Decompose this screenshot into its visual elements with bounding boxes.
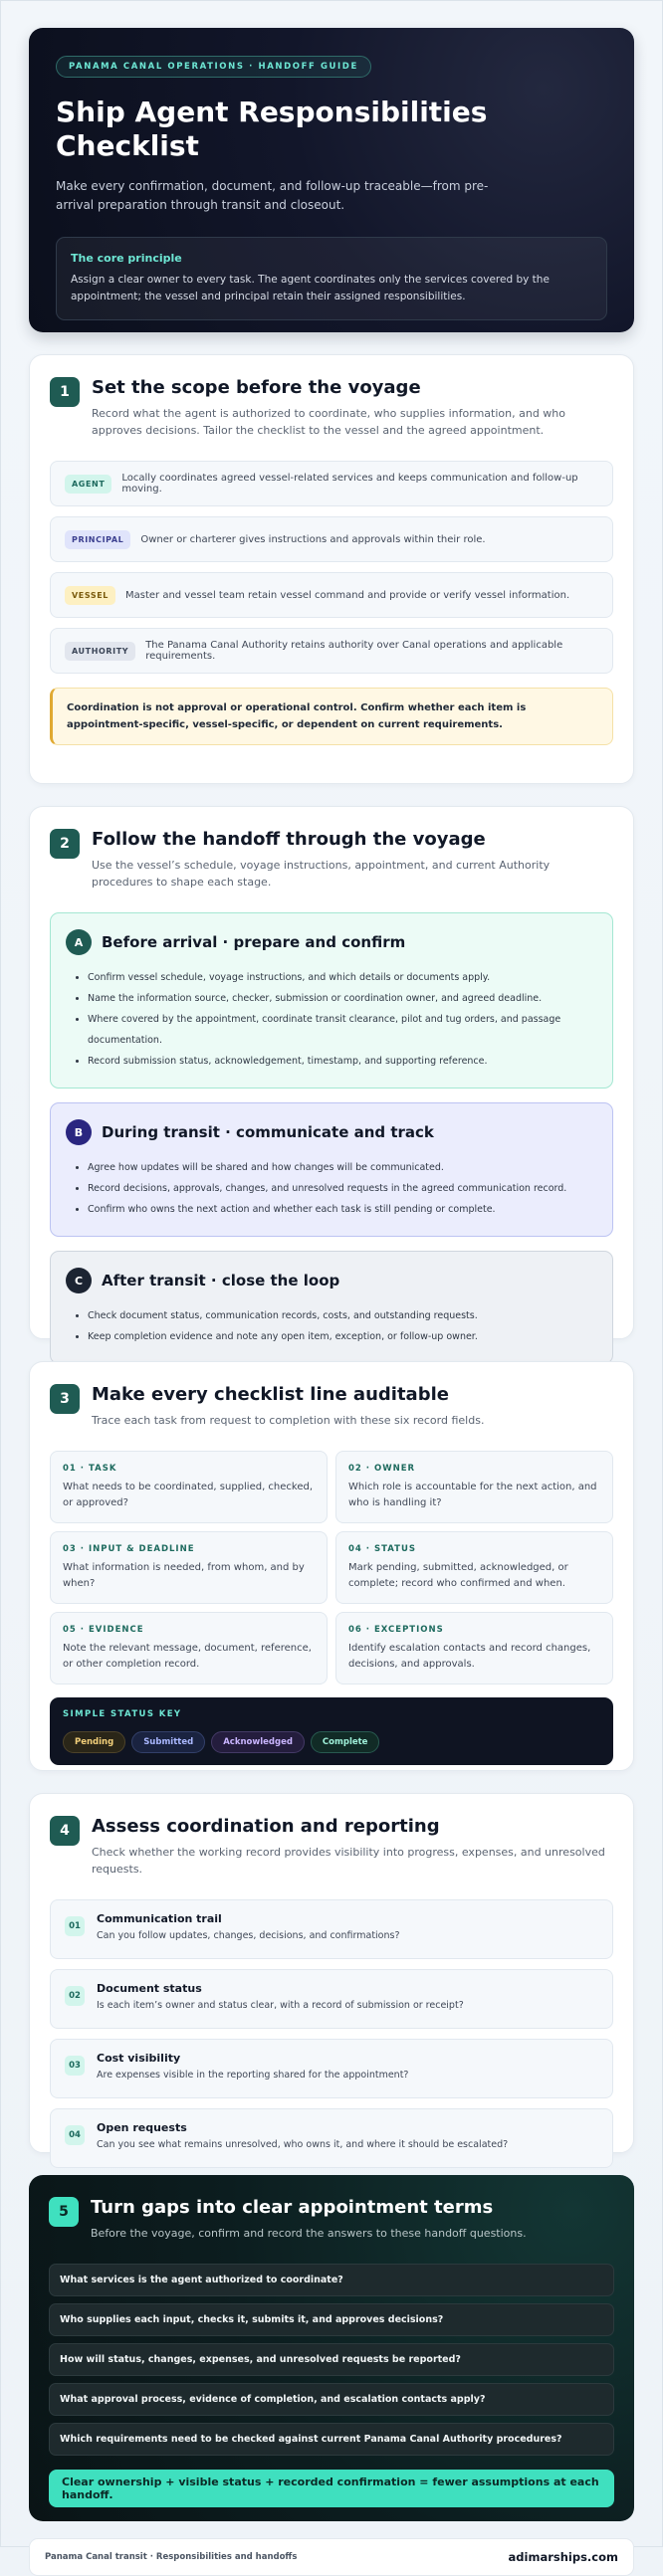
item-text: Are expenses visible in the reporting shared for the appointment?	[97, 2070, 409, 2081]
record-field-evidence	[50, 1612, 328, 1684]
role-text: Owner or charterer gives instructions and approvals within their role.	[140, 533, 486, 545]
section-description: Trace each task from request to completion with these six record fields.	[92, 1414, 485, 1427]
list-item: • Agree how updates will be shared and how changes will be communicated.	[88, 1157, 597, 1178]
role-row-vessel	[50, 572, 613, 618]
record-field-exceptions	[335, 1612, 613, 1684]
stage-items	[66, 1157, 597, 1220]
stage-title: After transit · close the loop	[102, 1272, 340, 1289]
list-item: • Confirm who owns the next action and whether each task is still pending or complete.	[88, 1199, 597, 1220]
list-item: • Name the information source, checker, submission or coordination owner, and agreed deadline.	[88, 988, 597, 1009]
section-description: Check whether the working record provides visibility into progress, expenses, and unresolved requests.	[92, 1846, 605, 1876]
field-label: 06 · EXCEPTIONS	[348, 1625, 444, 1635]
role-badge: AGENT	[65, 475, 111, 494]
page-title: Ship Agent Responsibilities Checklist	[56, 96, 488, 162]
question-item: How will status, changes, expenses, and unresolved requests be reported?	[49, 2343, 614, 2376]
item-title: Communication trail	[97, 1912, 222, 1925]
role-text: Locally coordinates agreed vessel-related services and keeps communication and follow-up moving.	[121, 473, 578, 495]
item-number: 01	[65, 1916, 85, 1936]
warning-note: Coordination is not approval or operational control. Confirm whether each item is appointment-specific, vessel-specific, or dependent on current requirements.	[50, 688, 613, 745]
stage-during-transit	[50, 1102, 613, 1237]
section-title: Assess coordination and reporting	[92, 1816, 440, 1837]
item-text: Can you follow updates, changes, decisions, and confirmations?	[97, 1930, 400, 1941]
stage-letter: C	[66, 1268, 92, 1293]
section-description: Record what the agent is authorized to coordinate, who supplies information, and who approves decisions. Tailor the checklist to the vessel and the agreed appointment.	[92, 407, 565, 437]
footer-caption: Panama Canal transit · Responsibilities and handoffs	[45, 2552, 298, 2562]
field-label: 03 · INPUT & DEADLINE	[63, 1544, 195, 1554]
stage-after-transit	[50, 1251, 613, 1364]
summary-banner: Clear ownership + visible status + recorded confirmation = fewer assumptions at each handoff.	[49, 2470, 614, 2507]
stage-letter: B	[66, 1119, 92, 1145]
role-row-authority	[50, 628, 613, 674]
status-key-title: SIMPLE STATUS KEY	[63, 1709, 182, 1719]
field-label: 02 · OWNER	[348, 1464, 416, 1474]
role-row-principal	[50, 516, 613, 562]
section-appointment-terms	[29, 2175, 634, 2521]
hero-tag: PANAMA CANAL OPERATIONS · HANDOFF GUIDE	[56, 56, 371, 78]
section-assess	[29, 1793, 634, 2153]
section-number: 3	[50, 1384, 80, 1414]
question-item: What services is the agent authorized to coordinate?	[49, 2264, 614, 2296]
field-text: What information is needed, from whom, and by when?	[63, 1562, 305, 1589]
section-title: Turn gaps into clear appointment terms	[91, 2197, 494, 2218]
section-description: Use the vessel’s schedule, voyage instructions, appointment, and current Authority procedures to shape each stage.	[92, 859, 551, 889]
list-item: • Where covered by the appointment, coordinate transit clearance, pilot and tug orders, and passage documentation.	[88, 1009, 597, 1051]
status-badge-complete: Complete	[311, 1731, 380, 1753]
list-item: • Record decisions, approvals, changes, and unresolved requests in the agreed communication record.	[88, 1178, 597, 1199]
list-item: • Check document status, communication records, costs, and outstanding requests.	[88, 1305, 597, 1326]
section-number: 2	[50, 829, 80, 859]
assessment-item	[50, 2108, 613, 2168]
role-badge: AUTHORITY	[65, 642, 135, 661]
role-badge: PRINCIPAL	[65, 530, 130, 549]
assessment-item	[50, 1969, 613, 2029]
question-item: What approval process, evidence of completion, and escalation contacts apply?	[49, 2383, 614, 2416]
core-principle-title: The core principle	[71, 252, 182, 265]
record-field-status	[335, 1531, 613, 1604]
question-item: Who supplies each input, checks it, submits it, and approves decisions?	[49, 2303, 614, 2336]
item-number: 02	[65, 1986, 85, 2006]
record-field-input-deadline	[50, 1531, 328, 1604]
record-fields-grid	[50, 1451, 613, 1684]
item-title: Open requests	[97, 2121, 187, 2134]
roles-list	[50, 461, 613, 674]
field-text: What needs to be coordinated, supplied, checked, or approved?	[63, 1482, 314, 1508]
question-item: Which requirements need to be checked against current Panama Canal Authority procedures?	[49, 2423, 614, 2456]
list-item: • Keep completion evidence and note any open item, exception, or follow-up owner.	[88, 1326, 597, 1347]
section-number: 5	[49, 2197, 79, 2227]
hero-subtitle: Make every confirmation, document, and follow-up traceable—from pre-arrival preparation through transit and closeout.	[56, 179, 489, 212]
section-title: Set the scope before the voyage	[92, 377, 421, 398]
item-text: Can you see what remains unresolved, who owns it, and where it should be escalated?	[97, 2139, 509, 2150]
stage-letter: A	[66, 929, 92, 955]
field-text: Which role is accountable for the next action, and who is handling it?	[348, 1482, 597, 1508]
role-badge: VESSEL	[65, 586, 115, 605]
status-pills	[63, 1731, 600, 1753]
list-item: • Confirm vessel schedule, voyage instructions, and which details or documents apply.	[88, 967, 597, 988]
assessment-list	[50, 1899, 613, 2168]
section-scope	[29, 354, 634, 784]
section-description: Before the voyage, confirm and record the answers to these handoff questions.	[91, 2227, 527, 2240]
core-principle-text: Assign a clear owner to every task. The agent coordinates only the services covered by the appointment; the vessel and principal retain their assigned responsibilities.	[71, 274, 550, 302]
section-auditable	[29, 1361, 634, 1771]
assessment-item	[50, 2039, 613, 2098]
stage-items	[66, 1305, 597, 1347]
field-label: 05 · EVIDENCE	[63, 1625, 144, 1635]
item-text: Is each item’s owner and status clear, with a record of submission or receipt?	[97, 2000, 464, 2011]
section-number: 4	[50, 1816, 80, 1846]
stage-before-arrival	[50, 912, 613, 1089]
field-label: 04 · STATUS	[348, 1544, 416, 1554]
record-field-task	[50, 1451, 328, 1523]
stage-items	[66, 967, 597, 1072]
field-text: Note the relevant message, document, reference, or other completion record.	[63, 1643, 312, 1670]
status-key	[50, 1697, 613, 1765]
list-item: • Record submission status, acknowledgement, timestamp, and supporting reference.	[88, 1051, 597, 1072]
item-title: Document status	[97, 1982, 202, 1995]
section-title: Make every checklist line auditable	[92, 1384, 449, 1405]
field-text: Mark pending, submitted, acknowledged, or complete; record who confirmed and when.	[348, 1562, 568, 1589]
stage-title: During transit · communicate and track	[102, 1123, 434, 1141]
stage-title: Before arrival · prepare and confirm	[102, 933, 406, 951]
section-number: 1	[50, 377, 80, 407]
role-row-agent	[50, 461, 613, 506]
questions-list	[49, 2264, 614, 2456]
footer-site-link[interactable]: adimarships.com	[508, 2550, 618, 2564]
field-label: 01 · TASK	[63, 1464, 117, 1474]
item-title: Cost visibility	[97, 2052, 181, 2065]
footer	[29, 2538, 634, 2576]
role-text: The Panama Canal Authority retains authority over Canal operations and applicable requirements.	[145, 640, 563, 662]
status-badge-submitted: Submitted	[131, 1731, 205, 1753]
hero-banner	[29, 28, 634, 332]
role-text: Master and vessel team retain vessel command and provide or verify vessel information.	[124, 589, 570, 601]
item-number: 03	[65, 2056, 85, 2076]
status-badge-pending: Pending	[63, 1731, 125, 1753]
record-field-owner	[335, 1451, 613, 1523]
item-number: 04	[65, 2125, 85, 2145]
assessment-item	[50, 1899, 613, 1959]
section-title: Follow the handoff through the voyage	[92, 829, 486, 850]
section-handoff	[29, 806, 634, 1342]
field-text: Identify escalation contacts and record changes, decisions, and approvals.	[348, 1643, 591, 1670]
status-badge-acknowledged: Acknowledged	[211, 1731, 305, 1753]
core-principle-box	[56, 237, 607, 320]
